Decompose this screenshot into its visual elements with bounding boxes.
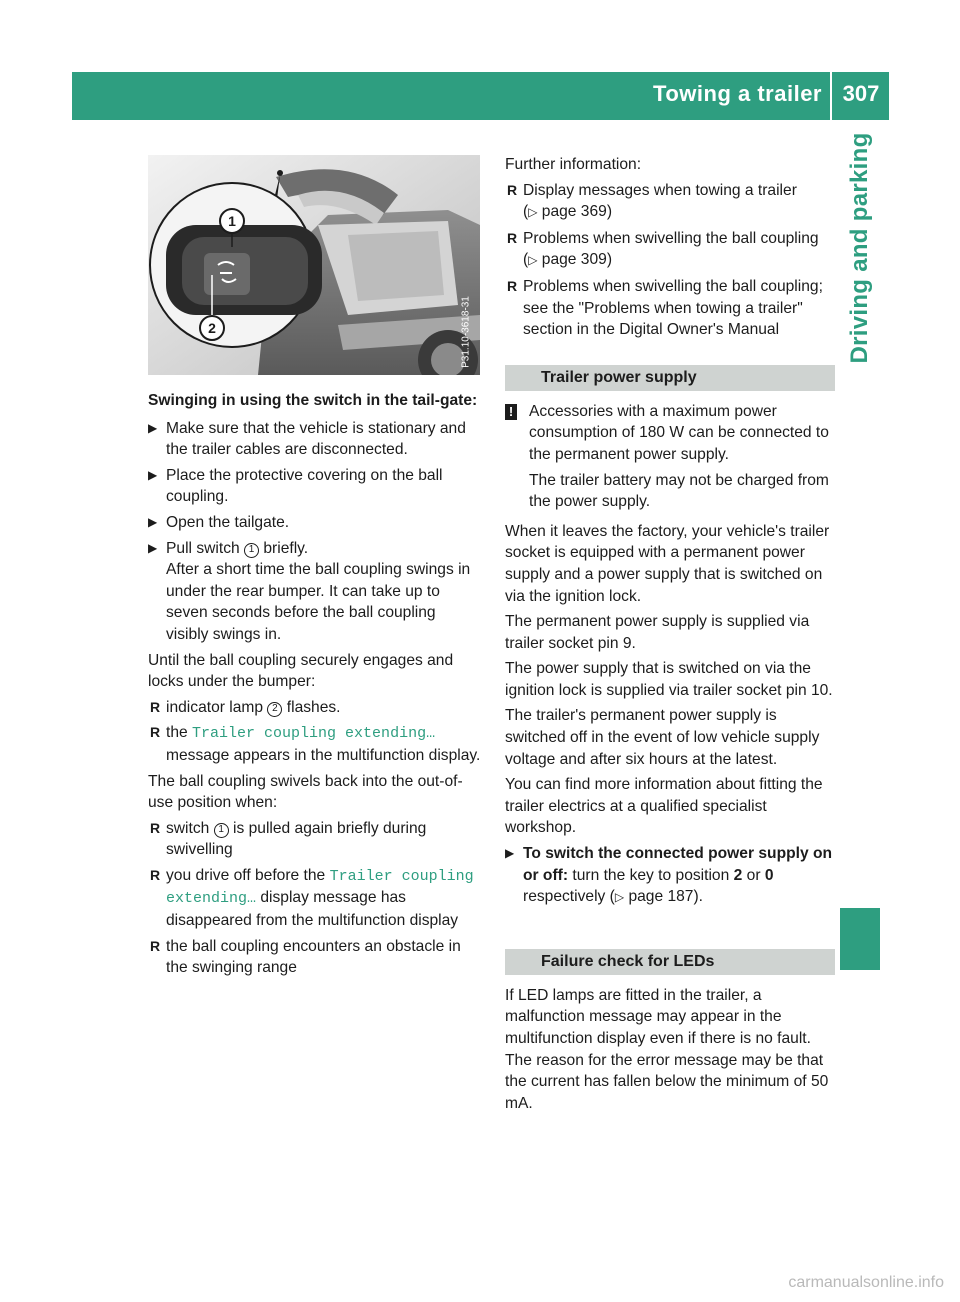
step-4-post: briefly. (263, 539, 309, 557)
bullet-5-text: the ball coupling encounters an obstacle in the swinging range (166, 937, 461, 977)
bullet-r-icon: R (150, 866, 161, 883)
step-page-link[interactable]: page 187 (628, 888, 694, 906)
procedure-heading: Swinging in using the switch in the tail-gate: (148, 392, 478, 409)
page-number: 307 (842, 81, 880, 106)
bullet-4-post: display message has disappeared from the multifunction display (166, 889, 459, 930)
watermark: carmanualsonline.info (788, 1274, 944, 1291)
power-para-4: The trailer's permanent power supply is switched off in the event of low vehicle supply voltage and after six hours at the latest. (505, 707, 820, 768)
step-or: or (746, 866, 761, 884)
figure-code (456, 292, 476, 372)
step-end: ). (693, 888, 704, 906)
callout-ref-2: 2 (267, 702, 282, 717)
callout-ref-1: 1 (214, 823, 229, 838)
callout-ref-1: 1 (244, 543, 259, 558)
link-2-text: Problems when swivelling the ball coupling (523, 229, 819, 247)
step-arrow-icon: ▶ (148, 514, 158, 529)
link-swivelling-problems[interactable]: R Problems when swivelling the ball coupling (▷ page 309) (507, 229, 819, 269)
bullet-switch-pulled (148, 818, 482, 861)
bullet-r-icon: R (150, 819, 161, 836)
link-1-page[interactable]: page 369 (541, 203, 607, 221)
step-arrow-icon: ▶ (505, 846, 515, 861)
notice-text: Accessories with a maximum power consumption of 180 W can be connected to the permanent power supply. (529, 402, 829, 463)
header-divider (830, 72, 832, 120)
step-resp: respectively ( (523, 888, 615, 906)
step-arrow-icon: ▶ (148, 540, 158, 555)
page-ref-arrow-icon: ▷ (528, 205, 538, 220)
warning-icon: ! (505, 404, 517, 420)
side-tab[interactable] (840, 132, 880, 364)
power-para-5: You can find more information about fitting the trailer electrics at a qualified specialist workshop. (505, 776, 823, 837)
figure-code-label: P31.10-3618-31 (460, 296, 472, 368)
bullet-obstacle (148, 936, 482, 979)
bullet-drive-off (148, 865, 482, 932)
bullet-r-icon: R (507, 277, 518, 294)
step-2 (148, 465, 482, 508)
step-arrow-icon: ▶ (148, 467, 158, 482)
side-tab-label: Driving and parking (846, 132, 873, 364)
side-tab-marker (840, 908, 880, 970)
chapter-title: Towing a trailer (653, 81, 822, 106)
tailgate-illustration (148, 155, 480, 375)
bullet-r-icon: R (150, 724, 161, 741)
step-1 (148, 418, 482, 461)
bullet-r-icon: R (150, 937, 161, 954)
bullet-1-post: flashes. (286, 698, 341, 716)
bullet-3-post: is pulled again briefly during swivelling (166, 819, 427, 859)
bullet-r-icon: R (507, 229, 518, 246)
step-4-result: After a short time the ball coupling swings in under the rear bumper. It can take up to seven seconds before the ball coupling visibly swings in. (166, 561, 471, 643)
bullet-r-icon: R (507, 181, 518, 198)
bullet-2-pre: the (166, 724, 188, 742)
bullet-1-pre: indicator lamp (166, 698, 264, 716)
link-display-messages[interactable]: R Display messages when towing a trailer (▷ page 369) (507, 181, 797, 221)
switch-power-step (505, 843, 835, 909)
position-0: 0 (764, 866, 774, 884)
until-paragraph: Until the ball coupling securely engages and locks under the bumper: (148, 651, 454, 691)
bullet-3-pre: switch (166, 819, 210, 837)
notice (505, 401, 835, 466)
callout-1-label: 1 (228, 213, 236, 229)
link-digital-manual (505, 276, 835, 341)
position-2: 2 (733, 866, 743, 884)
step-1-text: Make sure that the vehicle is stationary and the trailer cables are disconnected. (166, 419, 466, 459)
step-3 (148, 512, 482, 534)
led-paragraph: If LED lamps are fitted in the trailer, a malfunction message may appear in the multifunction display even if there is no fault. The reason for the error message may be that the current has fallen below the minimum of 50 mA. (505, 986, 829, 1112)
section-failure-check: Failure check for LEDs (505, 949, 835, 975)
display-message: Trailer coupling extending… (192, 725, 436, 743)
link-1-text: Display messages when towing a trailer (523, 181, 797, 199)
step-4-pre: Pull switch (166, 539, 240, 557)
tailgate-switch-figure (148, 155, 480, 375)
callout-2-label: 2 (208, 320, 216, 336)
section-trailer-power-supply: Trailer power supply (505, 365, 835, 391)
step-2-text: Place the protective covering on the ball coupling. (166, 466, 443, 506)
notice-note: The trailer battery may not be charged from the power supply. (529, 471, 829, 511)
bullet-message (148, 722, 482, 766)
step-4 (148, 538, 482, 646)
further-info: Further information: (505, 156, 642, 173)
step-3-text: Open the tailgate. (166, 513, 290, 531)
bullet-r-icon: R (150, 698, 161, 715)
bullet-2-post: message appears in the multifunction display. (166, 746, 481, 764)
link-2-page[interactable]: page 309 (541, 251, 607, 269)
link-3-text: Problems when swivelling the ball coupling; see the "Problems when towing a trailer" section in the Digital Owner's Manual (523, 277, 823, 339)
left-column (148, 390, 482, 983)
right-column (505, 154, 835, 1118)
page-ref-arrow-icon: ▷ (528, 253, 538, 268)
power-para-3: The power supply that is switched on via the ignition lock is supplied via trailer socket pin 10. (505, 660, 833, 699)
step-bold: To switch the connected power supply on or off: (523, 845, 833, 884)
bullet-4-pre: you drive off before the (166, 866, 326, 884)
step-mid: turn the key to position (572, 866, 730, 884)
swivels-paragraph: The ball coupling swivels back into the out-of-use position when: (148, 772, 463, 812)
power-para-1: When it leaves the factory, your vehicle's trailer socket is equipped with a permanent power supply and a power supply that is switched on via the ignition lock. (505, 522, 830, 605)
step-arrow-icon: ▶ (148, 420, 158, 435)
display-message: Trailer coupling extending… (166, 867, 474, 908)
power-para-2: The permanent power supply is supplied via trailer socket pin 9. (505, 613, 810, 652)
page-ref-arrow-icon: ▷ (614, 890, 625, 905)
bullet-indicator-lamp (148, 697, 482, 719)
